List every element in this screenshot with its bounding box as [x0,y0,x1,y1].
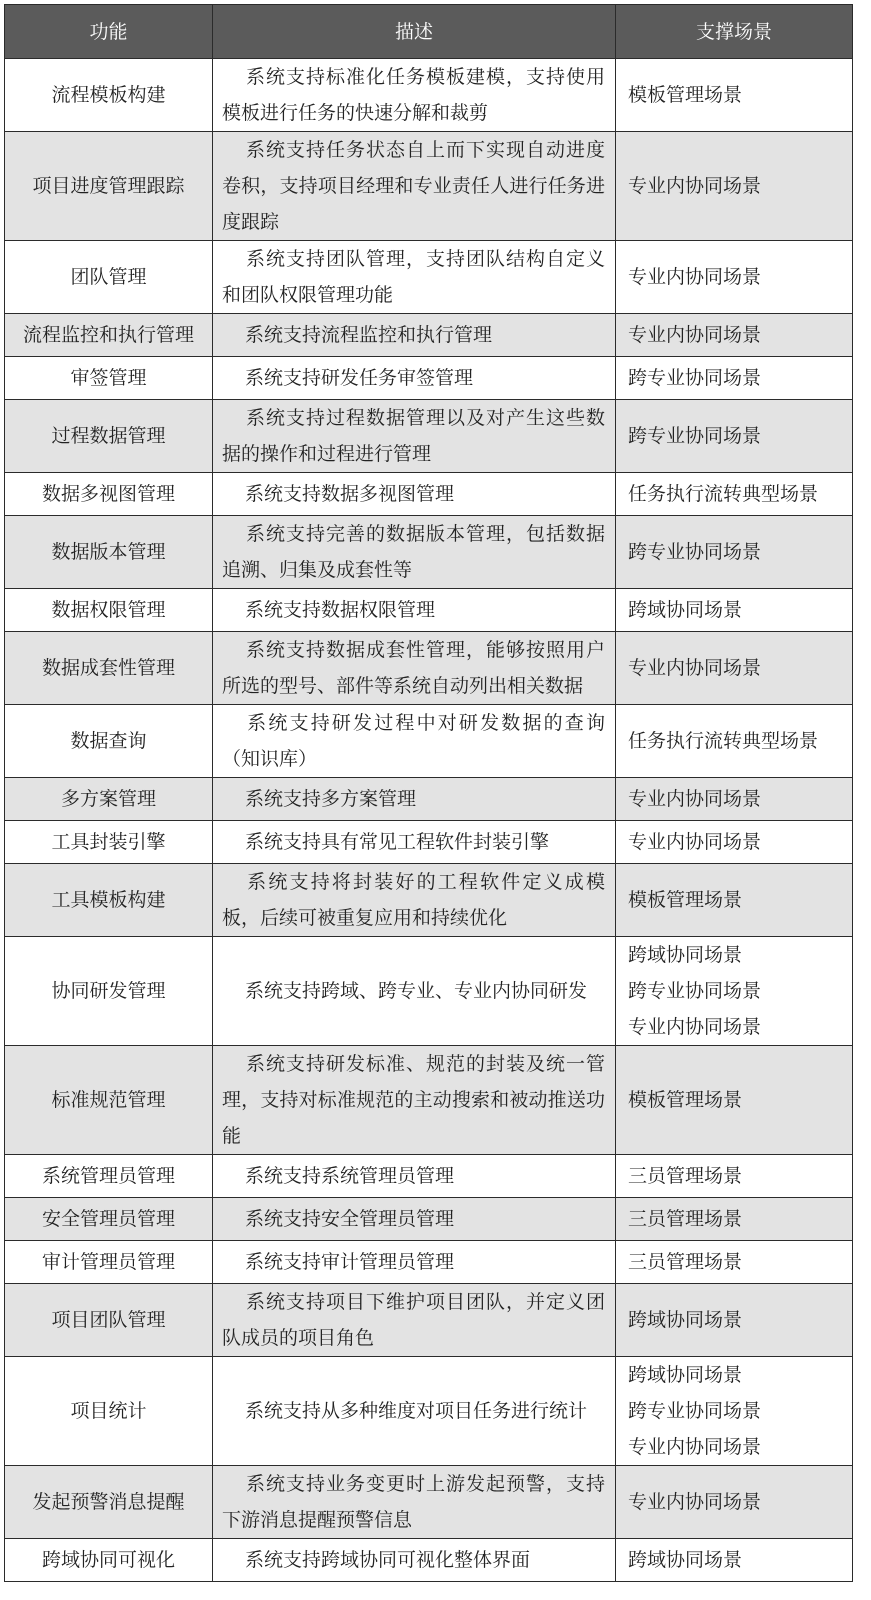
description-text: 系统支持流程监控和执行管理 [245,324,493,346]
header-scenario: 支撑场景 [616,5,853,59]
scenario-item: 跨专业协同场景 [628,367,762,389]
cell-description [213,589,616,632]
cell-description [213,705,616,778]
scenario-item: 专业内协同场景 [628,657,762,679]
cell-description [213,632,616,705]
description-text: 系统支持从多种维度对项目任务进行统计 [245,1400,588,1422]
scenario-item: 专业内协同场景 [628,1491,762,1513]
scenario-item: 三员管理场景 [628,1251,743,1273]
cell-scenario [616,400,853,473]
cell-description [213,1284,616,1357]
table-row [5,1155,853,1198]
description-text: 系统支持任务状态自上而下实现自动进度卷积，支持项目经理和专业责任人进行任务进度跟踪 [222,139,605,233]
description-text: 系统支持数据权限管理 [245,599,436,621]
table-row [5,473,853,516]
cell-function: 审签管理 [5,357,213,400]
scenario-item: 任务执行流转典型场景 [628,730,819,752]
cell-scenario [616,864,853,937]
cell-description [213,864,616,937]
cell-function: 项目进度管理跟踪 [5,132,213,241]
scenario-item: 模板管理场景 [628,84,743,106]
cell-description [213,241,616,314]
cell-scenario [616,778,853,821]
cell-function: 协同研发管理 [5,937,213,1046]
cell-scenario [616,516,853,589]
scenario-item: 三员管理场景 [628,1208,743,1230]
description-text: 系统支持完善的数据版本管理，包括数据追溯、归集及成套性等 [222,523,605,581]
cell-description [213,1466,616,1539]
cell-scenario [616,357,853,400]
description-text: 系统支持标准化任务模板建模，支持使用模板进行任务的快速分解和裁剪 [222,66,605,124]
cell-description [213,516,616,589]
description-text: 系统支持研发标准、规范的封装及统一管理，支持对标准规范的主动搜索和被动推送功能 [222,1053,605,1147]
cell-scenario [616,59,853,132]
cell-scenario [616,1357,853,1466]
scenario-item: 模板管理场景 [628,1089,743,1111]
cell-description [213,400,616,473]
description-text: 系统支持将封装好的工程软件定义成模板，后续可被重复应用和持续优化 [222,871,605,929]
cell-description [213,937,616,1046]
table-row [5,1539,853,1582]
scenario-item: 跨域协同场景 [628,599,743,621]
cell-scenario [616,821,853,864]
cell-scenario [616,1046,853,1155]
description-text: 系统支持安全管理员管理 [245,1208,455,1230]
description-text: 系统支持项目下维护项目团队，并定义团队成员的项目角色 [222,1291,605,1349]
cell-function: 多方案管理 [5,778,213,821]
table-body [5,59,853,1582]
cell-function: 审计管理员管理 [5,1241,213,1284]
table-row [5,864,853,937]
description-text: 系统支持审计管理员管理 [245,1251,455,1273]
table-row [5,1357,853,1466]
cell-scenario [616,132,853,241]
cell-function: 工具模板构建 [5,864,213,937]
table-row [5,241,853,314]
cell-description [213,132,616,241]
cell-function: 数据多视图管理 [5,473,213,516]
cell-function: 团队管理 [5,241,213,314]
cell-scenario [616,1539,853,1582]
scenario-item: 专业内协同场景 [628,324,762,346]
cell-scenario [616,1466,853,1539]
cell-function: 安全管理员管理 [5,1198,213,1241]
description-text: 系统支持业务变更时上游发起预警，支持下游消息提醒预警信息 [222,1473,605,1531]
scenario-item: 跨专业协同场景 [628,541,762,563]
description-text: 系统支持系统管理员管理 [245,1165,455,1187]
cell-scenario [616,705,853,778]
table-row [5,357,853,400]
cell-scenario [616,632,853,705]
header-function: 功能 [5,5,213,59]
scenario-item: 跨域协同场景 [628,1364,743,1386]
table-row [5,821,853,864]
description-text: 系统支持研发任务审签管理 [245,367,474,389]
cell-scenario [616,1198,853,1241]
cell-scenario [616,473,853,516]
scenario-item: 跨专业协同场景 [628,1400,762,1422]
scenario-item: 跨域协同场景 [628,944,743,966]
cell-function: 发起预警消息提醒 [5,1466,213,1539]
cell-scenario [616,937,853,1046]
cell-scenario [616,1155,853,1198]
cell-function: 标准规范管理 [5,1046,213,1155]
cell-description [213,59,616,132]
table-row [5,705,853,778]
scenario-item: 跨专业协同场景 [628,425,762,447]
cell-scenario [616,1241,853,1284]
cell-description [213,821,616,864]
scenario-item: 专业内协同场景 [628,831,762,853]
table-header-row [5,5,853,59]
scenario-item: 专业内协同场景 [628,788,762,810]
cell-function: 数据查询 [5,705,213,778]
scenario-item: 三员管理场景 [628,1165,743,1187]
cell-description [213,1241,616,1284]
cell-function: 流程模板构建 [5,59,213,132]
cell-description [213,1539,616,1582]
scenario-item: 专业内协同场景 [628,1436,762,1458]
description-text: 系统支持多方案管理 [245,788,417,810]
table-row [5,1284,853,1357]
cell-scenario [616,1284,853,1357]
cell-function: 工具封装引擎 [5,821,213,864]
table-row [5,778,853,821]
table-row [5,1046,853,1155]
description-text: 系统支持具有常见工程软件封装引擎 [245,831,550,853]
table-row [5,314,853,357]
table-row [5,937,853,1046]
cell-description [213,473,616,516]
cell-scenario [616,589,853,632]
cell-function: 数据权限管理 [5,589,213,632]
cell-function: 项目团队管理 [5,1284,213,1357]
description-text: 系统支持数据成套性管理，能够按照用户所选的型号、部件等系统自动列出相关数据 [222,639,605,697]
description-text: 系统支持数据多视图管理 [245,483,455,505]
cell-scenario [616,314,853,357]
cell-function: 跨域协同可视化 [5,1539,213,1582]
table-row [5,59,853,132]
table-row [5,1241,853,1284]
function-table [4,4,853,1582]
cell-function: 过程数据管理 [5,400,213,473]
description-text: 系统支持跨域协同可视化整体界面 [245,1549,531,1571]
scenario-item: 模板管理场景 [628,889,743,911]
scenario-item: 跨域协同场景 [628,1309,743,1331]
description-text: 系统支持过程数据管理以及对产生这些数据的操作和过程进行管理 [222,407,605,465]
table-row [5,400,853,473]
cell-description [213,314,616,357]
scenario-item: 专业内协同场景 [628,266,762,288]
table-row [5,1466,853,1539]
scenario-item: 专业内协同场景 [628,1016,762,1038]
header-description: 描述 [213,5,616,59]
cell-description [213,778,616,821]
scenario-item: 跨专业协同场景 [628,980,762,1002]
cell-description [213,1155,616,1198]
scenario-item: 跨域协同场景 [628,1549,743,1571]
cell-scenario [616,241,853,314]
table-row [5,632,853,705]
cell-description [213,1198,616,1241]
table-row [5,1198,853,1241]
cell-function: 流程监控和执行管理 [5,314,213,357]
cell-function: 项目统计 [5,1357,213,1466]
cell-function: 系统管理员管理 [5,1155,213,1198]
table-row [5,589,853,632]
scenario-item: 专业内协同场景 [628,175,762,197]
table-row [5,132,853,241]
cell-description [213,1357,616,1466]
cell-description [213,1046,616,1155]
cell-description [213,357,616,400]
cell-function: 数据成套性管理 [5,632,213,705]
description-text: 系统支持研发过程中对研发数据的查询（知识库） [222,712,605,770]
scenario-item: 任务执行流转典型场景 [628,483,819,505]
description-text: 系统支持跨域、跨专业、专业内协同研发 [245,980,588,1002]
description-text: 系统支持团队管理，支持团队结构自定义和团队权限管理功能 [222,248,605,306]
table-row [5,516,853,589]
cell-function: 数据版本管理 [5,516,213,589]
